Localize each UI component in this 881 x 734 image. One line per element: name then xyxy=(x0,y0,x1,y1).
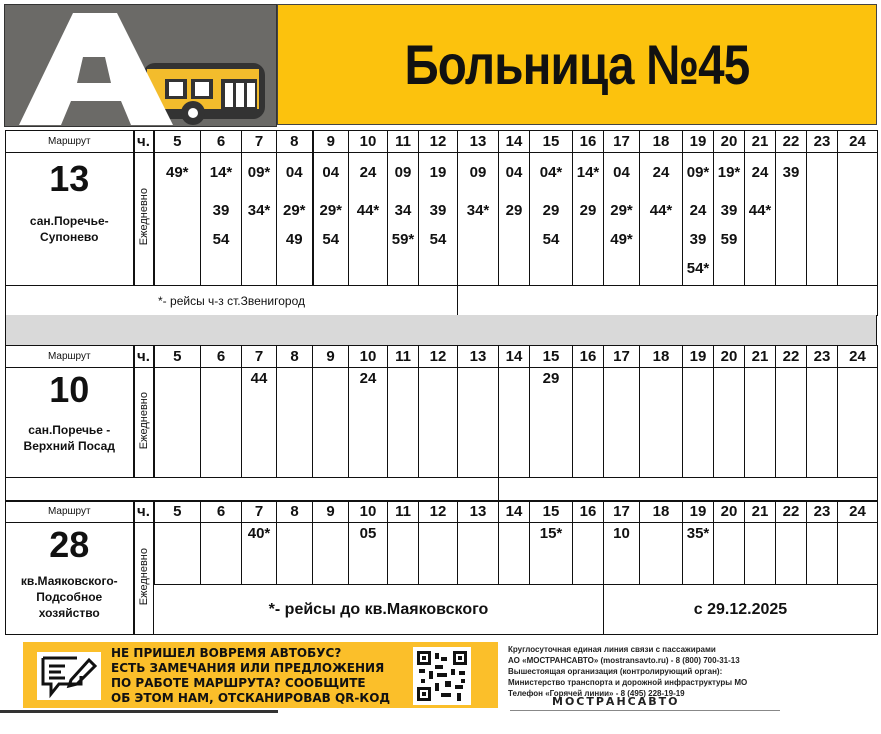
daily-label-cell xyxy=(134,368,154,478)
times-cell: 24 44* xyxy=(640,153,683,286)
route-name-line3: хозяйство xyxy=(38,606,100,620)
hour-cell: 7 xyxy=(242,346,277,368)
daily-label: Ежедневно xyxy=(137,547,150,606)
hour-cell: 6 xyxy=(201,131,242,153)
hour-cell: 11 xyxy=(388,131,419,153)
times-cell xyxy=(604,368,640,478)
hour-cell: 13 xyxy=(458,501,499,523)
route-13-note: *- рейсы ч-з ст.Звенигород xyxy=(6,286,458,316)
times-cell xyxy=(714,523,745,585)
hour-cell: 15 xyxy=(530,346,573,368)
route-column-label: Маршрут xyxy=(6,346,134,368)
hour-cell: 9 xyxy=(313,346,349,368)
route-note-row xyxy=(6,286,878,316)
hour-cell: 20 xyxy=(714,346,745,368)
times-cell xyxy=(277,523,313,585)
hour-cell: 20 xyxy=(714,501,745,523)
times-cell: 44 xyxy=(242,368,277,478)
hour-cell: 7 xyxy=(242,501,277,523)
times-cell xyxy=(277,368,313,478)
qr-code-icon[interactable] xyxy=(413,647,471,705)
times-cell: 14* 39 54 xyxy=(201,153,242,286)
times-cell xyxy=(640,368,683,478)
route-name-line2: Верхний Посад xyxy=(23,439,115,453)
hour-cell: 9 xyxy=(313,501,349,523)
hour-cell: 18 xyxy=(640,131,683,153)
hour-cell: 5 xyxy=(154,346,201,368)
hour-cell: 6 xyxy=(201,501,242,523)
route-row xyxy=(6,523,878,585)
times-cell xyxy=(388,368,419,478)
hour-cell: 21 xyxy=(745,346,776,368)
hour-cell: 23 xyxy=(807,501,838,523)
route-name-line2: Супонево xyxy=(40,230,99,244)
times-cell xyxy=(458,368,499,478)
hour-cell: 16 xyxy=(573,346,604,368)
times-cell: 49* xyxy=(154,153,201,286)
hour-cell: 14 xyxy=(499,501,530,523)
hour-cell: 10 xyxy=(349,131,388,153)
hour-cell: 24 xyxy=(838,346,878,368)
mostransavto-brand: МОСТРАНСАВТО xyxy=(552,695,680,708)
times-cell xyxy=(807,153,838,286)
times-cell: 10 xyxy=(604,523,640,585)
hour-cell: 24 xyxy=(838,501,878,523)
hour-cell: 12 xyxy=(419,346,458,368)
hour-cell: 11 xyxy=(388,501,419,523)
times-cell: 09* 24 39 54* xyxy=(683,153,714,286)
times-cell: 05 xyxy=(349,523,388,585)
contact-info: Круглосуточная единая линия связи с пассажирами АО «МОСТРАНСАВТО» (mostransavto.ru) - 8 (800) 700-31-13 Вышестоящая организация (контролирующий орган): Министерство транспорта и дорожной инфраструктуры МО Телефон «Горячей линии» - 8 (495) 228-19-19 xyxy=(508,645,748,698)
times-cell xyxy=(313,368,349,478)
times-cell: 24 44* xyxy=(349,153,388,286)
hour-cell: 10 xyxy=(349,346,388,368)
hour-cell: 23 xyxy=(807,346,838,368)
hour-cell: 20 xyxy=(714,131,745,153)
section-separator xyxy=(5,315,877,345)
route-note-row xyxy=(6,478,878,502)
daily-label: Ежедневно xyxy=(137,391,150,450)
times-cell xyxy=(201,368,242,478)
stop-title-banner xyxy=(277,4,877,125)
route-13-note-right xyxy=(458,286,878,316)
times-cell xyxy=(499,368,530,478)
route-row xyxy=(6,368,878,478)
route-13-timetable xyxy=(5,130,878,316)
hour-cell: 8 xyxy=(277,346,313,368)
times-cell xyxy=(683,368,714,478)
daily-label: Ежедневно xyxy=(137,188,150,246)
times-cell: 24 44* xyxy=(745,153,776,286)
hour-cell: 21 xyxy=(745,131,776,153)
mostransavto-logo xyxy=(4,4,277,127)
times-cell xyxy=(573,368,604,478)
hour-cell: 5 xyxy=(154,501,201,523)
hour-column-label: ч. xyxy=(134,346,154,368)
hour-cell: 21 xyxy=(745,501,776,523)
hour-cell: 11 xyxy=(388,346,419,368)
hour-cell: 24 xyxy=(838,131,878,153)
times-cell: 19* 39 59 xyxy=(714,153,745,286)
times-cell: 04 29* 54 xyxy=(313,153,349,286)
stop-title: Больница №45 xyxy=(404,33,750,96)
hour-cell: 19 xyxy=(683,131,714,153)
times-cell: 35* xyxy=(683,523,714,585)
times-cell: 04 29* 49* xyxy=(604,153,640,286)
hour-cell: 16 xyxy=(573,501,604,523)
route-name-line1: сан.Поречье- xyxy=(29,214,109,228)
times-cell: 15* xyxy=(530,523,573,585)
times-cell xyxy=(499,523,530,585)
hour-cell: 15 xyxy=(530,131,573,153)
hour-cell: 14 xyxy=(499,131,530,153)
times-cell xyxy=(419,368,458,478)
route-28-note: *- рейсы до кв.Маяковского xyxy=(154,585,604,635)
route-column-label: Маршрут xyxy=(6,501,134,523)
hour-cell: 13 xyxy=(458,346,499,368)
hour-header-row xyxy=(6,501,878,523)
hour-cell: 22 xyxy=(776,501,807,523)
times-cell: 09 34* xyxy=(458,153,499,286)
route-column-label: Маршрут xyxy=(6,131,134,153)
route-number: 13 xyxy=(49,158,90,199)
times-cell xyxy=(201,523,242,585)
hour-cell: 15 xyxy=(530,501,573,523)
daily-label-cell xyxy=(134,153,154,286)
feedback-text: НЕ ПРИШЕЛ ВОВРЕМЯ АВТОБУС? ЕСТЬ ЗАМЕЧАНИЯ ИЛИ ПРЕДЛОЖЕНИЯ ПО РАБОТЕ МАРШРУТА? СООБЩИТЕ ОБ ЭТОМ НАМ, ОТСКАНИРОВАВ QR-КОД xyxy=(111,646,391,705)
hour-header-row xyxy=(6,131,878,153)
hour-cell: 22 xyxy=(776,346,807,368)
hour-column-label: ч. xyxy=(134,501,154,523)
feedback-banner[interactable] xyxy=(23,642,498,708)
times-cell: 09* 34* xyxy=(242,153,277,286)
hour-column-label: ч. xyxy=(134,131,154,153)
route-name-line1: кв.Маяковского- xyxy=(20,574,118,588)
times-cell xyxy=(313,523,349,585)
times-cell xyxy=(388,523,419,585)
route-name-line1: сан.Поречье - xyxy=(28,423,111,437)
route-10-timetable xyxy=(5,345,878,502)
hour-cell: 10 xyxy=(349,501,388,523)
times-cell xyxy=(640,523,683,585)
hour-cell: 19 xyxy=(683,501,714,523)
route-28-timetable xyxy=(5,500,878,635)
hour-cell: 14 xyxy=(499,346,530,368)
route-number: 10 xyxy=(49,369,90,410)
route-10-note xyxy=(6,478,499,502)
hour-cell: 9 xyxy=(313,131,349,153)
times-cell xyxy=(745,368,776,478)
footer-divider xyxy=(0,710,278,713)
hour-cell: 18 xyxy=(640,501,683,523)
times-cell xyxy=(154,523,201,585)
hour-header-row xyxy=(6,346,878,368)
hour-cell: 23 xyxy=(807,131,838,153)
hour-cell: 17 xyxy=(604,501,640,523)
times-cell: 40* xyxy=(242,523,277,585)
hour-cell: 8 xyxy=(277,501,313,523)
hour-cell: 18 xyxy=(640,346,683,368)
bus-logo-icon xyxy=(5,5,277,127)
hour-cell: 13 xyxy=(458,131,499,153)
hour-cell: 22 xyxy=(776,131,807,153)
times-cell xyxy=(745,523,776,585)
times-cell xyxy=(776,368,807,478)
times-cell: 04 29 xyxy=(499,153,530,286)
times-cell xyxy=(807,523,838,585)
hour-cell: 7 xyxy=(242,131,277,153)
hour-cell: 19 xyxy=(683,346,714,368)
hour-cell: 16 xyxy=(573,131,604,153)
daily-label-cell xyxy=(134,523,154,635)
hour-cell: 17 xyxy=(604,346,640,368)
times-cell: 19 39 54 xyxy=(419,153,458,286)
times-cell: 24 xyxy=(349,368,388,478)
times-cell xyxy=(458,523,499,585)
times-cell: 39 xyxy=(776,153,807,286)
times-cell xyxy=(776,523,807,585)
times-cell xyxy=(419,523,458,585)
times-cell: 29 xyxy=(530,368,573,478)
hour-cell: 8 xyxy=(277,131,313,153)
times-cell: 14* 29 xyxy=(573,153,604,286)
times-cell xyxy=(154,368,201,478)
route-number: 28 xyxy=(49,524,90,565)
hour-cell: 12 xyxy=(419,131,458,153)
times-cell xyxy=(714,368,745,478)
hour-cell: 6 xyxy=(201,346,242,368)
times-cell xyxy=(807,368,838,478)
feedback-chat-pencil-icon xyxy=(37,652,101,700)
footer-divider-right xyxy=(510,710,780,711)
route-10-note-right xyxy=(499,478,878,502)
hour-cell: 12 xyxy=(419,501,458,523)
hour-cell: 5 xyxy=(154,131,201,153)
effective-date: с 29.12.2025 xyxy=(604,585,878,635)
times-cell: 04 29* 49 xyxy=(277,153,313,286)
times-cell xyxy=(573,523,604,585)
route-info xyxy=(6,153,134,286)
times-cell xyxy=(838,523,878,585)
route-info xyxy=(6,523,134,635)
times-cell: 09 34 59* xyxy=(388,153,419,286)
hour-cell: 17 xyxy=(604,131,640,153)
times-cell xyxy=(838,368,878,478)
route-info xyxy=(6,368,134,478)
route-row xyxy=(6,153,878,286)
times-cell: 04* 29 54 xyxy=(530,153,573,286)
route-name-line2: Подсобное xyxy=(36,590,103,604)
times-cell xyxy=(838,153,878,286)
